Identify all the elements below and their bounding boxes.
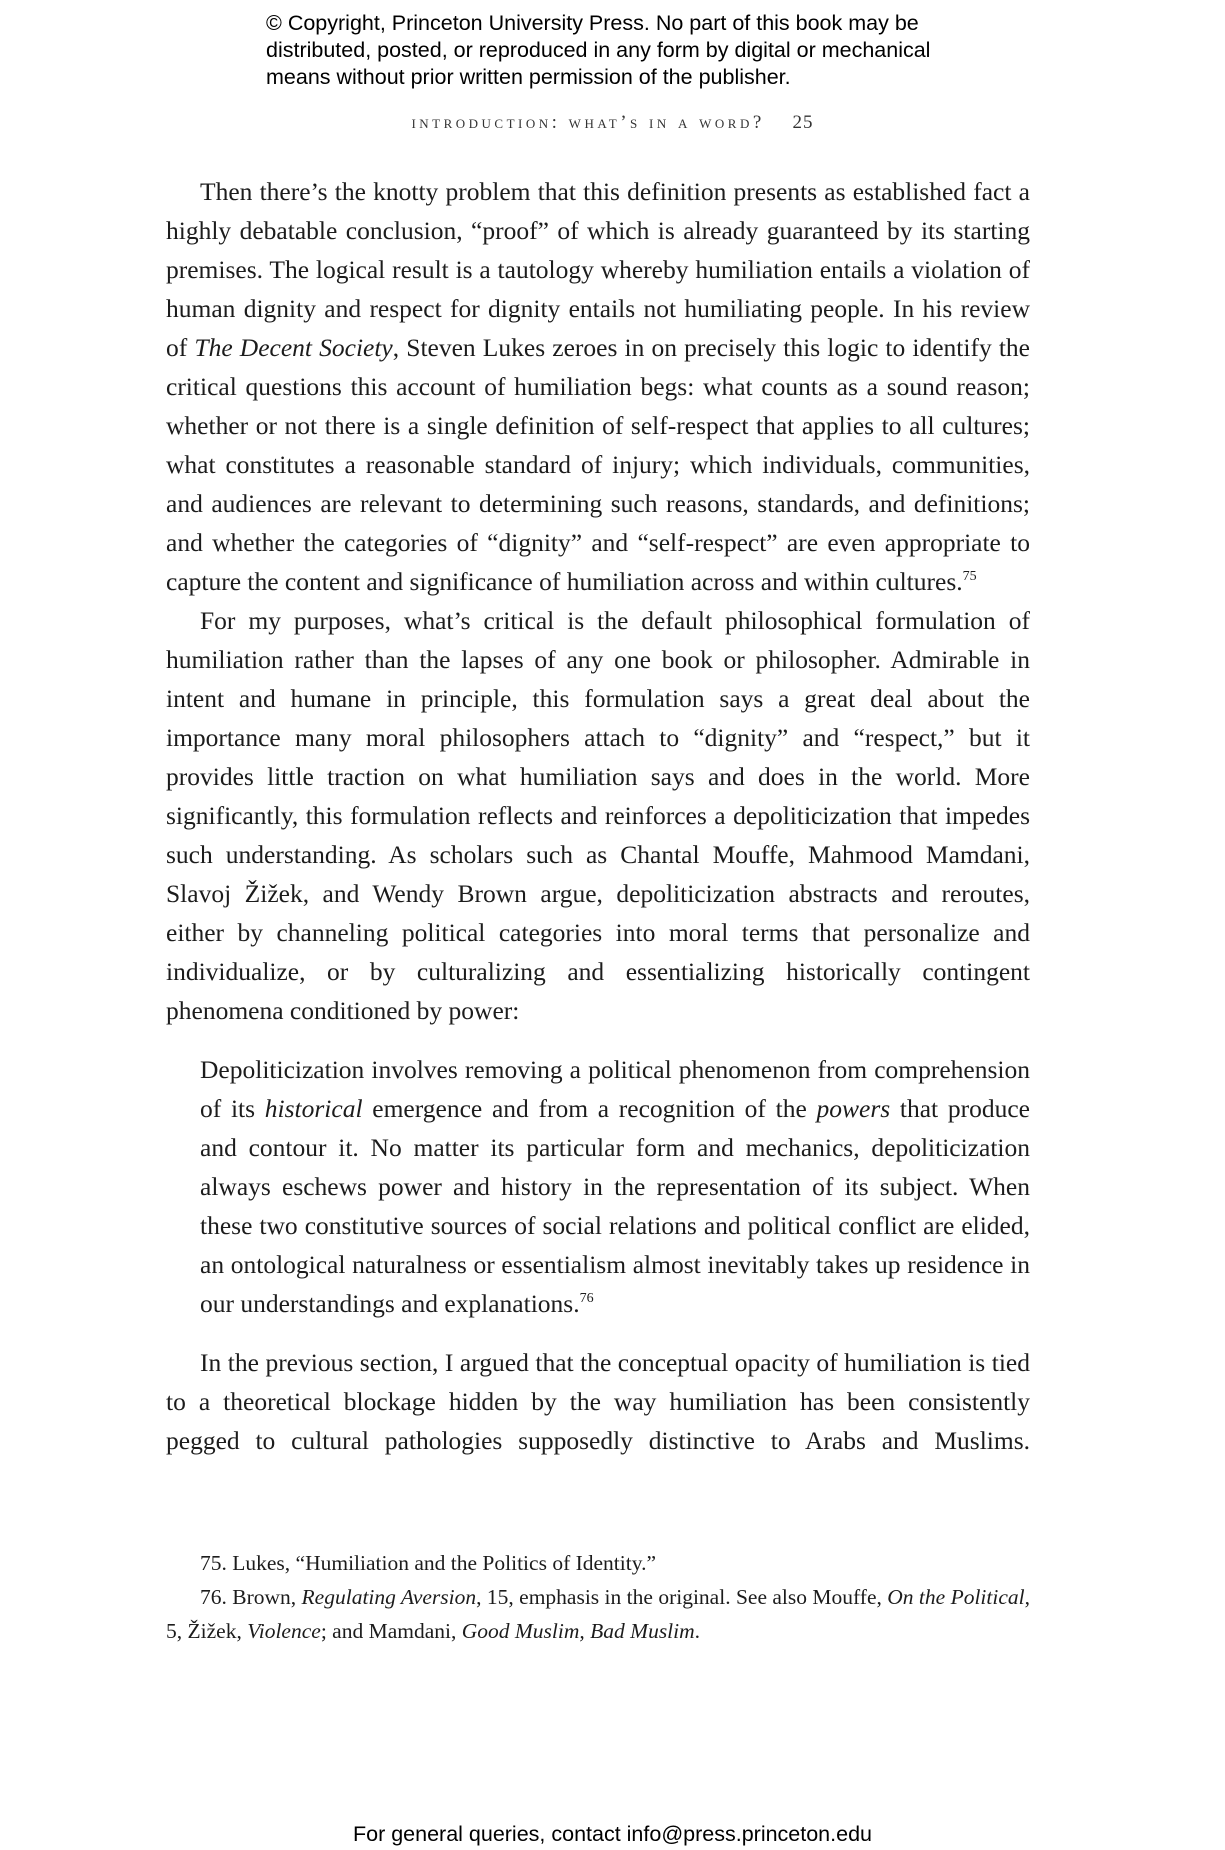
book-title: The Decent Society <box>194 333 393 362</box>
footnote-text: , 5, Žižek, <box>166 1585 1030 1643</box>
footnote-text: , 15, emphasis in the original. See also Mouffe, <box>476 1585 888 1609</box>
footnote-text: . <box>694 1619 701 1643</box>
paragraph-text: , Steven Lukes zeroes in on precisely this logic to identify the critical questions this account of humiliation begs: what counts as a sound reason; whether or not there is a single definition of self-respect that applies to all cultures; what constitutes a reasonable standard of injury; which individuals, communities, and audiences are relevant to determining such reasons, standards, and definitions; and whether the categories of “dignity” and “self-respect” are even appropriate to capture the content and significance of humiliation across and within cultures. <box>166 333 1030 596</box>
copyright-line: © Copyright, Princeton University Press. No part of this book may be <box>266 11 919 35</box>
footnote-text: ; and Mamdani, <box>320 1619 462 1643</box>
footnote-text: 76. Brown, <box>200 1585 302 1609</box>
book-title: Regulating Aversion <box>301 1585 477 1609</box>
footnotes <box>166 1546 1030 1648</box>
running-head <box>0 112 1225 134</box>
book-title: On the Political <box>887 1585 1025 1609</box>
quote-text: that produce and contour it. No matter its particular form and mechanics, depoliticization always eschews power and history in the representation of its subject. When these two constitutive sources of social relations and political conflict are elided, an ontological naturalness or essentialism almost inevitably takes up residence in our understandings and explanations. <box>200 1094 1030 1318</box>
paragraph-text: Then there’s the knotty problem that this definition presents as established fact a highly debatable conclusion, “proof” of which is already guaranteed by its starting premises. The logical result is a tautology whereby humiliation entails a violation of human dignity and respect for dignity entails not humiliating people. In his review of <box>166 177 1030 362</box>
paragraph: In the previous section, I argued that the conceptual opacity of humiliation is tied to a theoretical blockage hidden by the way humiliation has been consistently pegged to cultural pathologies supposedly distinctive to Arabs and Muslims. <box>166 1348 1030 1455</box>
footer-contact: For general queries, contact info@press.princeton.edu <box>352 1822 872 1846</box>
book-title: Violence <box>247 1619 321 1643</box>
book-title: Good Muslim, Bad Muslim <box>461 1619 695 1643</box>
block-quote <box>200 1050 1030 1323</box>
page-number: 25 <box>792 112 814 133</box>
paragraph <box>166 172 1030 601</box>
footnote-75: 75. Lukes, “Humiliation and the Politics of Identity.” <box>200 1551 656 1575</box>
copyright-notice <box>266 10 1026 91</box>
quote-text: emergence and from a recognition of the <box>362 1094 817 1123</box>
copyright-line: distributed, posted, or reproduced in any form by digital or mechanical <box>266 38 931 62</box>
footnote-ref-76[interactable]: 76 <box>579 1291 594 1306</box>
paragraph: For my purposes, what’s critical is the default philosophical formulation of humiliation rather than the lapses of any one book or philosopher. Admirable in intent and humane in principle, this formulation says a great deal about the importance many moral philosophers attach to “dignity” and “respect,” but it provides little traction on what humiliation says and does in the world. More significantly, this formulation reflects and reinforces a depoliticization that impedes such understanding. As scholars such as Chantal Mouffe, Mahmood Mamdani, Slavoj Žižek, and Wendy Brown argue, depoliticization abstracts and reroutes, either by channeling political categories into moral terms that personalize and individualize, or by culturalizing and essentializing historically contingent phenomena conditioned by power: <box>166 606 1030 1025</box>
footnote-ref-75[interactable]: 75 <box>962 569 977 584</box>
copyright-line: means without prior written permission of the publisher. <box>266 65 791 89</box>
footnote-76 <box>166 1580 1030 1648</box>
emphasis: powers <box>816 1094 891 1123</box>
emphasis: historical <box>264 1094 363 1123</box>
quote-text: Depoliticization involves removing a political phenomenon from comprehension of its <box>200 1055 1030 1123</box>
body-text <box>166 172 1030 1460</box>
chapter-title: introduction: what’s in a word? <box>411 112 765 133</box>
